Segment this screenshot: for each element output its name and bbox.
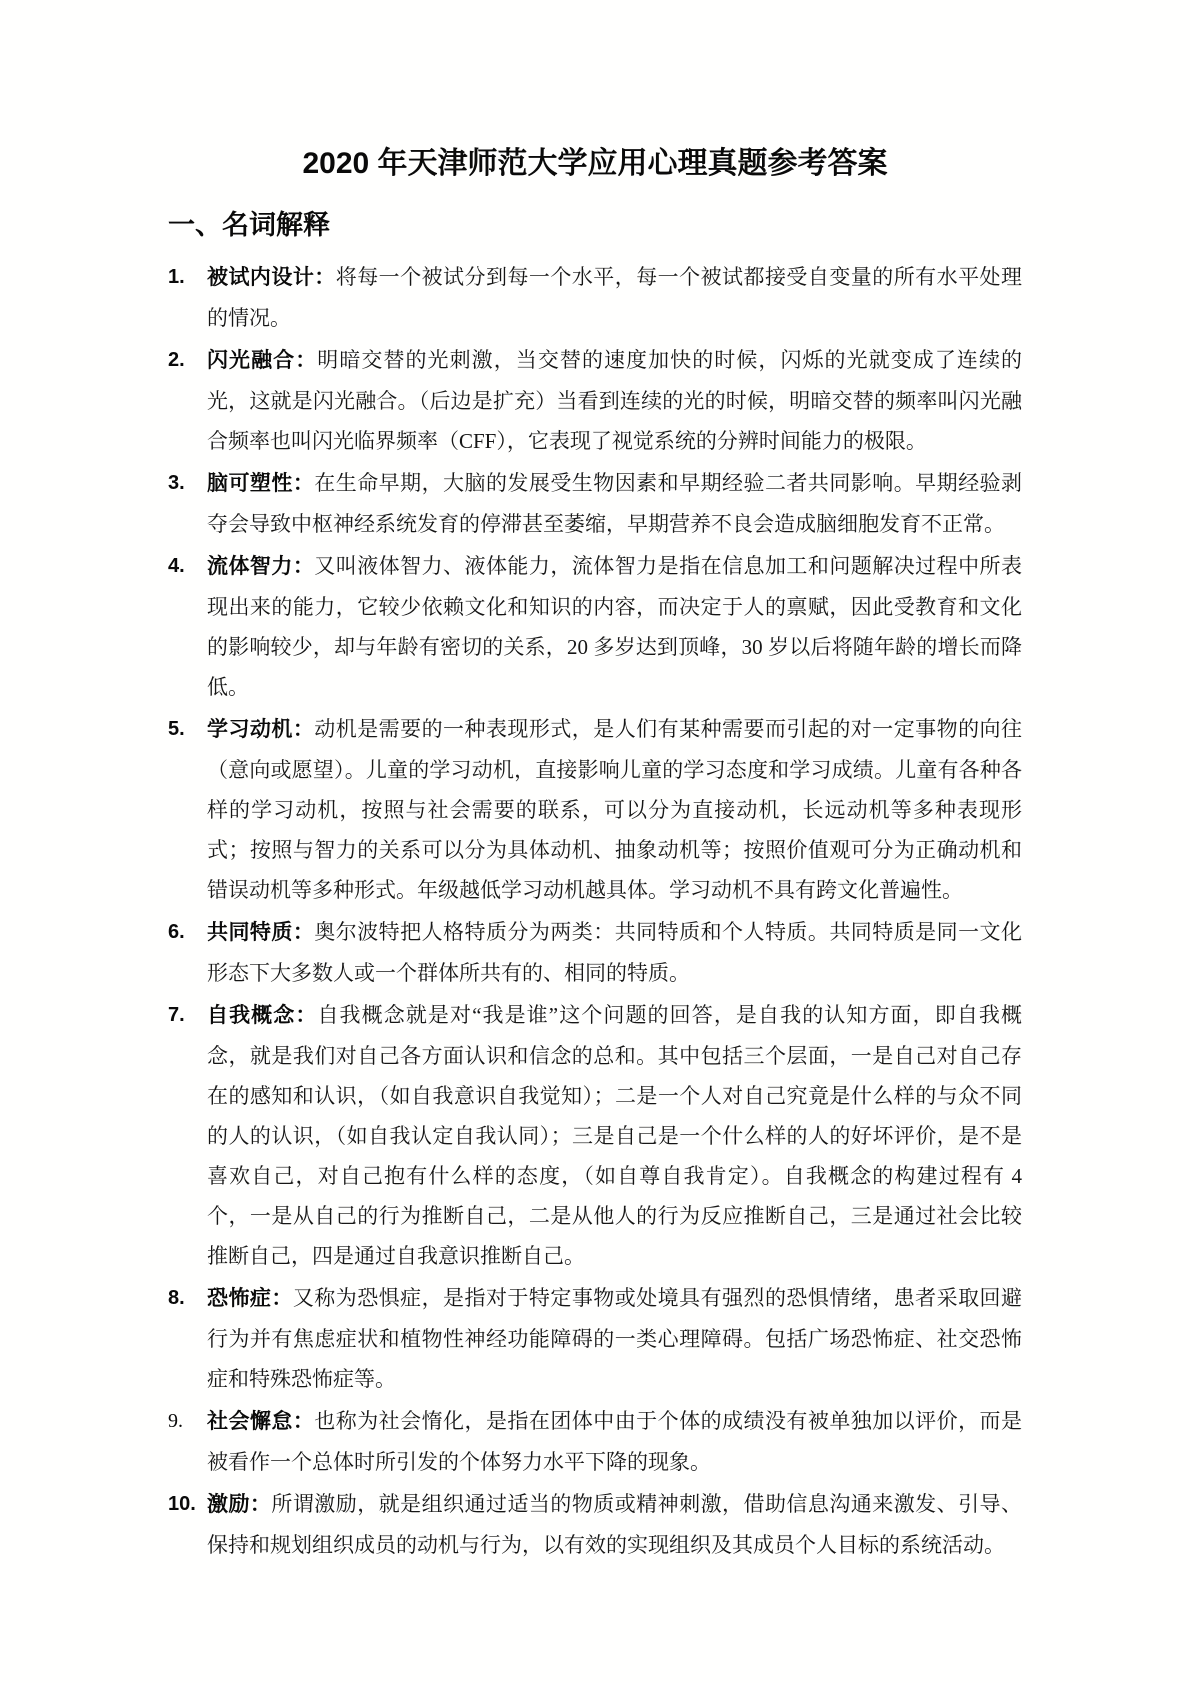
term-item-1 [168,257,1022,338]
term-item-4 [168,546,1022,707]
term-item-2 [168,340,1022,461]
term-label: 激励： [207,1493,272,1516]
term-label: 被试内设计： [207,266,336,289]
term-definition-text: 明暗交替的光刺激，当交替的速度加快的时候，闪烁的光就变成了连续的光，这就是闪光融合。（后边是扩充）当看到连续的光的时候，明暗交替的频率叫闪光融合频率也叫闪光临界频率（CFF），它表现了视觉系统的分辨时间能力的极限。 [207,348,1023,453]
term-item-10 [168,1484,1022,1565]
term-item-9 [168,1401,1022,1482]
term-label: 学习动机： [207,718,315,741]
term-item-6 [168,912,1022,993]
item-definition [207,1484,1022,1565]
item-definition [207,1401,1022,1482]
term-definition-text: 动机是需要的一种表现形式，是人们有某种需要而引起的对一定事物的向往（意向或愿望）。儿童的学习动机，直接影响儿童的学习态度和学习成绩。儿童有各种各样的学习动机，按照与社会需要的联系，可以分为直接动机，长远动机等多种表现形式；按照与智力的关系可以分为具体动机、抽象动机等；按照价值观可分为正确动机和错误动机等多种形式。年级越低学习动机越具体。学习动机不具有跨文化普遍性。 [207,717,1022,902]
item-number: 4. [168,555,185,577]
item-number: 7. [168,1004,185,1026]
terms-list [168,257,1022,1565]
term-label: 脑可塑性： [207,472,315,495]
term-item-8 [168,1278,1022,1399]
item-number: 1. [168,266,185,288]
item-definition [207,709,1022,910]
term-definition-text: 也称为社会惰化，是指在团体中由于个体的成绩没有被单独加以评价，而是被看作一个总体时所引发的个体努力水平下降的现象。 [207,1409,1022,1474]
term-definition-text: 奥尔波特把人格特质分为两类：共同特质和个人特质。共同特质是同一文化形态下大多数人或一个群体所共有的、相同的特质。 [207,920,1022,985]
term-definition-text: 又叫液体智力、液体能力，流体智力是指在信息加工和问题解决过程中所表现出来的能力，它较少依赖文化和知识的内容，而决定于人的禀赋，因此受教育和文化的影响较少，却与年龄有密切的关系，20 多岁达到顶峰，30 岁以后将随年龄的增长而降低。 [207,554,1022,699]
term-definition-text: 将每一个被试分到每一个水平，每一个被试都接受自变量的所有水平处理的情况。 [207,265,1023,330]
item-definition [207,1278,1022,1399]
item-definition [207,257,1022,338]
term-definition-text: 在生命早期，大脑的发展受生物因素和早期经验二者共同影响。早期经验剥夺会导致中枢神经系统发育的停滞甚至萎缩，早期营养不良会造成脑细胞发育不正常。 [207,471,1022,536]
term-label: 自我概念： [207,1004,318,1027]
item-number: 5. [168,718,185,740]
document-title: 2020 年天津师范大学应用心理真题参考答案 [302,147,888,180]
term-item-3 [168,463,1022,544]
item-definition [207,340,1022,461]
item-number: 8. [168,1287,185,1309]
term-label: 恐怖症： [207,1287,293,1310]
item-number: 2. [168,349,185,371]
item-definition [207,546,1022,707]
item-definition [207,912,1022,993]
term-label: 闪光融合： [207,349,318,372]
item-definition [207,995,1022,1276]
section-heading: 一、名词解释 [168,210,330,240]
term-item-7 [168,995,1022,1276]
item-definition [207,463,1022,544]
term-definition-text: 又称为恐惧症，是指对于特定事物或处境具有强烈的恐惧情绪，患者采取回避行为并有焦虑症状和植物性神经功能障碍的一类心理障碍。包括广场恐怖症、社交恐怖症和特殊恐怖症等。 [207,1286,1023,1391]
item-number: 9. [168,1410,183,1432]
term-definition-text: 所谓激励，就是组织通过适当的物质或精神刺激，借助信息沟通来激发、引导、保持和规划组织成员的动机与行为，以有效的实现组织及其成员个人目标的系统活动。 [207,1492,1023,1557]
term-item-5 [168,709,1022,910]
term-label: 共同特质： [207,921,315,944]
item-number: 10. [168,1493,196,1515]
term-label: 流体智力： [207,555,315,578]
term-label: 社会懈怠： [207,1410,315,1433]
item-number: 6. [168,921,185,943]
term-definition-text: 自我概念就是对“我是谁”这个问题的回答，是自我的认知方面，即自我概念，就是我们对自己各方面认识和信念的总和。其中包括三个层面，一是自己对自己存在的感知和认识，（如自我意识自我觉知）；二是一个人对自己究竟是什么样的与众不同的人的认识，（如自我认定自我认同）；三是自己是一个什么样的人的好坏评价，是不是喜欢自己，对自己抱有什么样的态度，（如自尊自我肯定）。自我概念的构建过程有 4 个，一是从自己的行为推断自己，二是从他人的行为反应推断自己，三是通过社会比较推断自己，四是通过自我意识推断自己。 [207,1003,1023,1268]
item-number: 3. [168,472,185,494]
